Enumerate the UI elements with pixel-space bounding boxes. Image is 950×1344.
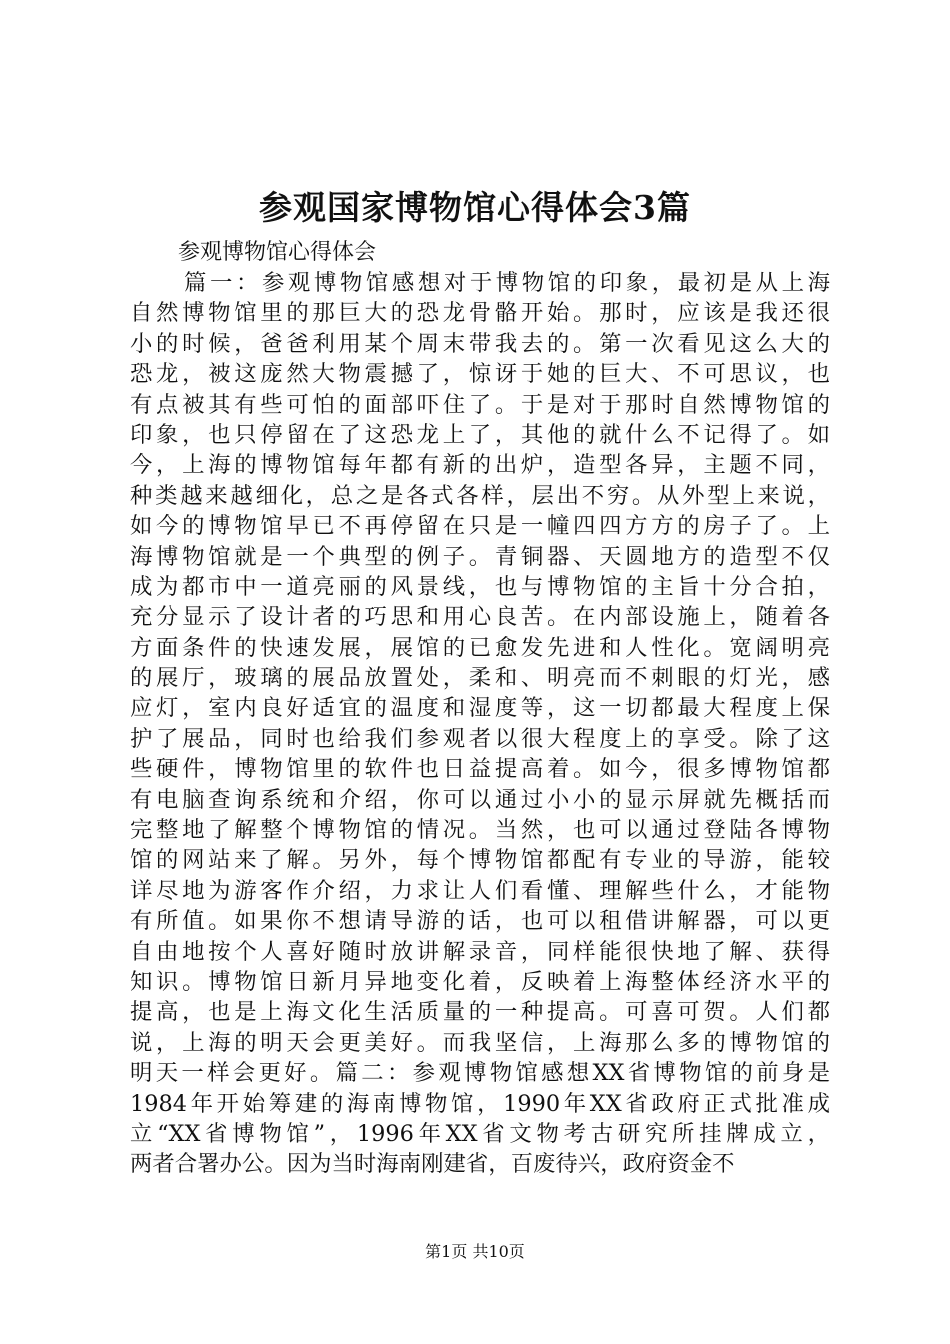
body-line: 成为都市中一道亮丽的风景线，也与博物馆的主旨十分合拍，: [130, 573, 830, 600]
document-title: 参观国家博物馆心得体会3篇: [259, 188, 691, 227]
body-line: 有所值。如果你不想请导游的话，也可以租借讲解器，可以更: [130, 908, 830, 935]
body-line: 护了展品，同时也给我们参观者以很大程度上的享受。除了这: [130, 725, 830, 752]
document-body: [130, 268, 830, 1180]
body-line: 的展厅，玻璃的展品放置处，柔和、明亮而不刺眼的灯光，感: [130, 665, 830, 692]
body-line: 有点被其有些可怕的面部吓住了。于是对于那时自然博物馆的: [130, 391, 830, 418]
body-line: 海博物馆就是一个典型的例子。青铜器、天圆地方的造型不仅: [130, 543, 830, 570]
body-line: 小的时候，爸爸利用某个周末带我去的。第一次看见这么大的: [130, 330, 830, 357]
body-line: 如今的博物馆早已不再停留在只是一幢四四方方的房子了。上: [130, 513, 830, 540]
body-line: 有电脑查询系统和介绍，你可以通过小小的显示屏就先概括而: [130, 786, 830, 813]
body-line: 些硬件，博物馆里的软件也日益提高着。如今，很多博物馆都: [130, 756, 830, 783]
body-line: 充分显示了设计者的巧思和用心良苦。在内部设施上，随着各: [130, 604, 830, 631]
body-line: 今，上海的博物馆每年都有新的出炉，造型各异，主题不同，: [130, 452, 830, 479]
document-subtitle: 参观博物馆心得体会: [178, 240, 377, 265]
body-line: 方面条件的快速发展，展馆的已愈发先进和人性化。宽阔明亮: [130, 634, 830, 661]
body-line: 恐龙，被这庞然大物震撼了，惊讶于她的巨大、不可思议，也: [130, 361, 830, 388]
body-line: 自由地按个人喜好随时放讲解录音，同样能很快地了解、获得: [130, 938, 830, 965]
body-line: 知识。博物馆日新月异地变化着，反映着上海整体经济水平的: [130, 968, 830, 995]
body-line: 种类越来越细化，总之是各式各样，层出不穷。从外型上来说，: [130, 482, 830, 509]
body-line: 完整地了解整个博物馆的情况。当然，也可以通过登陆各博物: [130, 817, 830, 844]
body-line: 详尽地为游客作介绍，力求让人们看懂、理解些什么，才能物: [130, 877, 830, 904]
body-line: 说，上海的明天会更美好。而我坚信，上海那么多的博物馆的: [130, 1029, 830, 1056]
body-line: 两者合署办公。因为当时海南刚建省，百废待兴，政府资金不: [130, 1151, 735, 1178]
body-line: 馆的网站来了解。另外，每个博物馆都配有专业的导游，能较: [130, 847, 830, 874]
body-line: 立“XX省博物馆”，1996年XX省文物考古研究所挂牌成立，: [130, 1120, 830, 1147]
page-footer: 第1页 共10页: [425, 1242, 525, 1261]
body-line: 提高，也是上海文化生活质量的一种提高。可喜可贺。人们都: [130, 999, 830, 1026]
body-line: 篇一：参观博物馆感想对于博物馆的印象，最初是从上海: [184, 270, 830, 296]
body-line: 应灯，室内良好适宜的温度和湿度等，这一切都最大程度上保: [130, 695, 830, 722]
body-line: 自然博物馆里的那巨大的恐龙骨骼开始。那时，应该是我还很: [130, 300, 830, 327]
body-line: 明天一样会更好。篇二：参观博物馆感想XX省博物馆的前身是: [130, 1060, 830, 1087]
body-line: 印象，也只停留在了这恐龙上了，其他的就什么不记得了。如: [130, 421, 830, 448]
body-line: 1984年开始筹建的海南博物馆，1990年XX省政府正式批准成: [130, 1090, 830, 1117]
